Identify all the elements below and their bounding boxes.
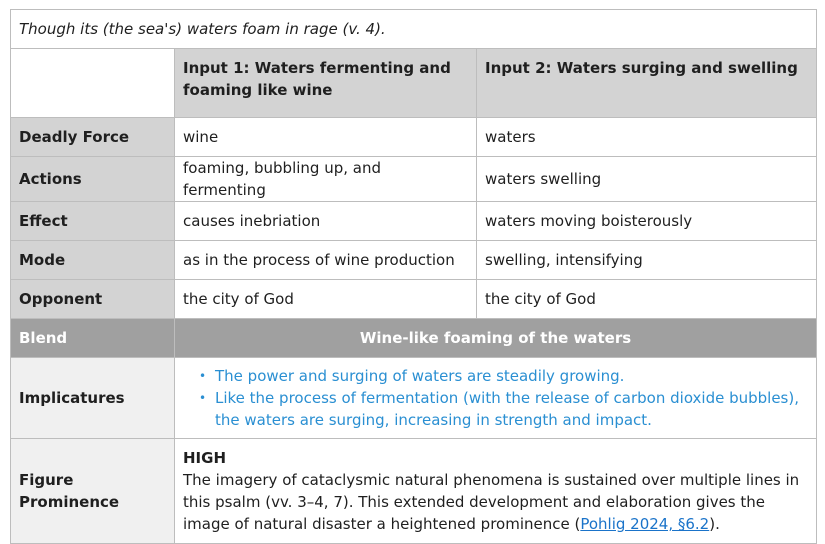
cell-input2: swelling, intensifying xyxy=(477,241,817,280)
table-row xyxy=(11,157,817,202)
implicatures-list xyxy=(183,365,808,431)
cell-input1: foaming, bubbling up, and fermenting xyxy=(175,157,477,202)
list-item: • Like the process of fermentation (with the release of carbon dioxide bubbles), the waters are surging, increasing in strength and impact. xyxy=(215,387,808,431)
list-item: • The power and surging of waters are steadily growing. xyxy=(215,365,808,387)
prominence-row xyxy=(11,439,817,544)
blend-analysis-table xyxy=(10,9,817,544)
implicatures-label: Implicatures xyxy=(11,358,175,439)
caption-row xyxy=(11,10,817,49)
prominence-text: The imagery of cataclysmic natural phenomena is sustained over multiple lines in this psalm (vv. 3–4, 7). This extended development and elaboration gives the image of natural disaster a heightened prominence ( xyxy=(183,471,800,533)
row-label-actions: Actions xyxy=(11,157,175,202)
cell-input1: as in the process of wine production xyxy=(175,241,477,280)
prominence-cell xyxy=(175,439,817,544)
blend-label: Blend xyxy=(11,319,175,358)
prominence-level: HIGH xyxy=(183,449,227,467)
header-row xyxy=(11,49,817,118)
header-input2: Input 2: Waters surging and swelling xyxy=(477,49,817,118)
implicatures-row xyxy=(11,358,817,439)
cell-input1: the city of God xyxy=(175,280,477,319)
prominence-label: Figure Prominence xyxy=(11,439,175,544)
cell-input2: waters xyxy=(477,118,817,157)
table-caption: Though its (the sea's) waters foam in rage (v. 4). xyxy=(11,10,817,49)
table-row xyxy=(11,202,817,241)
cell-input2: waters swelling xyxy=(477,157,817,202)
header-blank-cell xyxy=(11,49,175,118)
blend-value: Wine-like foaming of the waters xyxy=(175,319,817,358)
cell-input2: the city of God xyxy=(477,280,817,319)
table-row xyxy=(11,241,817,280)
cell-input1: wine xyxy=(175,118,477,157)
cell-input1: causes inebriation xyxy=(175,202,477,241)
blend-row xyxy=(11,319,817,358)
row-label-deadly-force: Deadly Force xyxy=(11,118,175,157)
header-input1: Input 1: Waters fermenting and foaming like wine xyxy=(175,49,477,118)
implicatures-cell xyxy=(175,358,817,439)
citation-link[interactable]: Pohlig 2024, §6.2 xyxy=(580,515,710,533)
row-label-opponent: Opponent xyxy=(11,280,175,319)
row-label-mode: Mode xyxy=(11,241,175,280)
cell-input2: waters moving boisterously xyxy=(477,202,817,241)
table-row xyxy=(11,118,817,157)
table-row xyxy=(11,280,817,319)
row-label-effect: Effect xyxy=(11,202,175,241)
prominence-text-end: ). xyxy=(709,515,720,533)
